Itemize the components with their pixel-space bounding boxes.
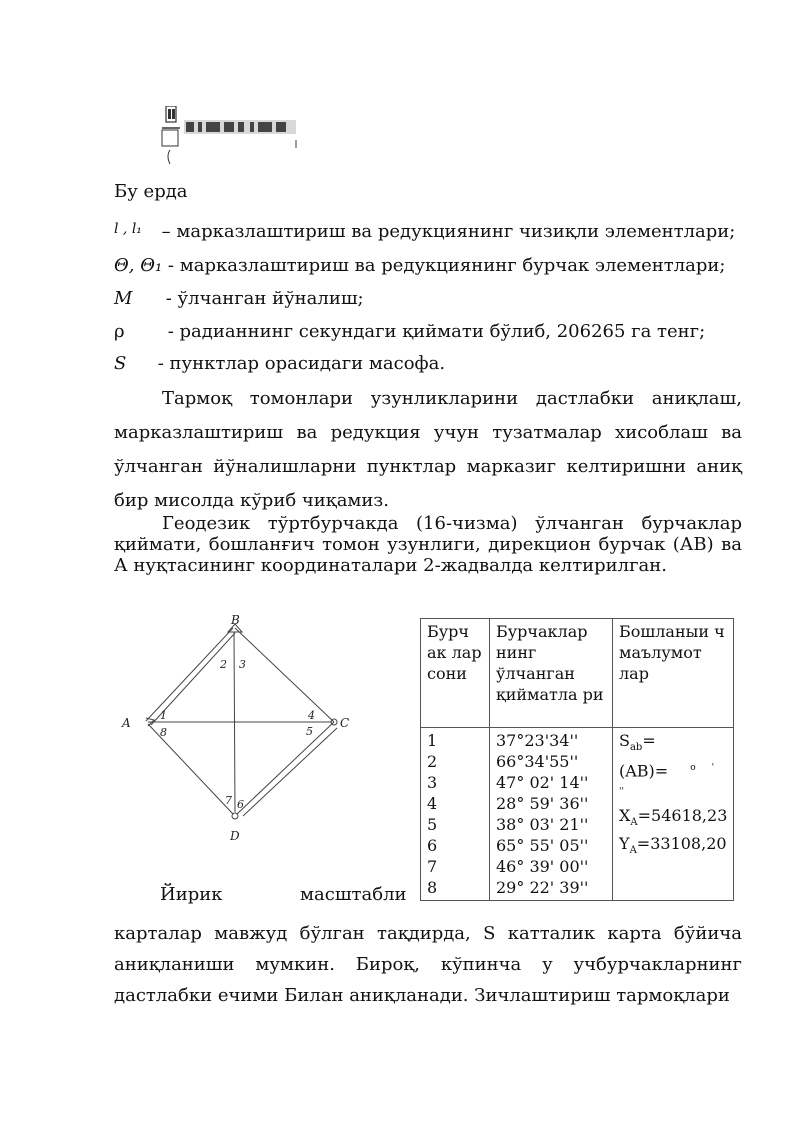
paragraph-1-text: Тармоқ томонлари узунликларини дастлабки аниқлаш, марказлаштириш ва редукция учун тузатмалар хисоблаш ва ўлчанган йўналишларни пунктлар марказиг келтиришни аниқ бир мисолда кўриб чиқамиз. (114, 388, 742, 511)
initial-sec-mark: '' (619, 786, 624, 797)
header-angle-count: Бурч ак лар сони (421, 619, 490, 728)
paragraph-2-text: Геодезик тўртбурчакда (16-чизма) ўлчанган бурчаклар қиймати, бошланғич томон узунлиги, дирекцион бурчак (АВ) ва А нуқтасининг координаталари 2-жадвалда келтирилган. (114, 513, 742, 576)
paragraph-2 (114, 513, 742, 576)
def-text: - ўлчанган йўналиш; (165, 288, 364, 309)
def-item (114, 220, 735, 245)
angle-value: 29° 22' 39'' (496, 878, 589, 897)
def-text: – марказлаштириш ва редукциянинг чизиқли элементлари; (161, 221, 736, 242)
initial-sab: $S_{ab}=$ (619, 731, 656, 754)
initial-xa: $X_A=54618,23$ (619, 805, 728, 829)
def-item (114, 287, 364, 311)
angle-value: 38° 03' 21'' (496, 815, 589, 834)
initial-ab: (AB)= $^o$ ' (619, 761, 715, 781)
angle-number: 1 (427, 731, 438, 750)
angle-value: 65° 55' 05'' (496, 836, 589, 855)
point-label-d: D (230, 829, 240, 843)
def-symbol: ρ (114, 321, 125, 342)
angle-label: 8 (160, 726, 167, 739)
angle-value: 66°34'55'' (496, 752, 579, 771)
angle-number: 8 (427, 878, 438, 897)
quadrilateral-figure (118, 606, 368, 856)
angles-table (420, 618, 734, 901)
angle-number: 7 (427, 857, 438, 876)
table-row (421, 728, 734, 901)
angle-value: 46° 39' 00'' (496, 857, 589, 876)
angle-value: 28° 59' 36'' (496, 794, 589, 813)
def-symbol: Θ, Θ₁ (114, 255, 163, 276)
angle-number: 5 (427, 815, 438, 834)
def-symbol: M (114, 288, 133, 309)
angle-label: 1 (160, 709, 167, 722)
table-header-row (421, 619, 734, 728)
angle-label: 2 (220, 658, 227, 671)
formula-image (160, 106, 310, 172)
def-text: - радианнинг секундаги қиймати бўлиб, 206265 га тенг; (167, 321, 706, 342)
angle-number: 2 (427, 752, 438, 771)
angle-number: 3 (427, 773, 438, 792)
def-text: - пунктлар орасидаги масофа. (157, 353, 446, 374)
angle-value: 37°23'34'' (496, 731, 579, 750)
point-label-b: B (231, 613, 240, 627)
angle-label: 6 (237, 798, 244, 811)
definitions-heading: Бу ерда (114, 181, 188, 202)
angle-numbers-cell (421, 728, 490, 901)
angle-number: 4 (427, 794, 438, 813)
paragraph-3: карталар мавжуд бўлган тақдирда, S катталик карта бўйича аниқланиши мумкин. Бироқ, кўпинча у учбурчакларнинг дастлабки ечими Билан аниқланади. Зичлаштириш тармоқлари (114, 923, 742, 1006)
angle-label: 4 (308, 709, 315, 722)
header-initial-data: Бошланыи ч маълумот лар (613, 619, 734, 728)
def-item (114, 352, 445, 376)
angle-label: 7 (225, 794, 232, 807)
angle-label: 3 (239, 658, 246, 671)
def-item (114, 254, 725, 278)
point-label-c: C (340, 716, 350, 730)
def-symbol: S (114, 353, 127, 374)
point-label-a: A (122, 716, 131, 730)
initial-data-cell (613, 728, 734, 901)
paragraph-3-start-b: масштабли (300, 884, 407, 905)
angle-label: 5 (306, 725, 313, 738)
paragraph-1 (114, 382, 742, 518)
angle-value: 47° 02' 14'' (496, 773, 589, 792)
angle-values-cell (490, 728, 613, 901)
paragraph-3-start-a: Йирик (160, 884, 223, 905)
initial-ya: $Y_A=33108,20$ (619, 834, 727, 857)
def-item (114, 320, 705, 344)
header-measured-angles: Бурчаклар нинг ўлчанган қийматла ри (490, 619, 613, 728)
def-symbol: l , l₁ (114, 221, 142, 237)
angle-number: 6 (427, 836, 438, 855)
def-text: - марказлаштириш ва редукциянинг бурчак элементлари; (167, 255, 726, 276)
